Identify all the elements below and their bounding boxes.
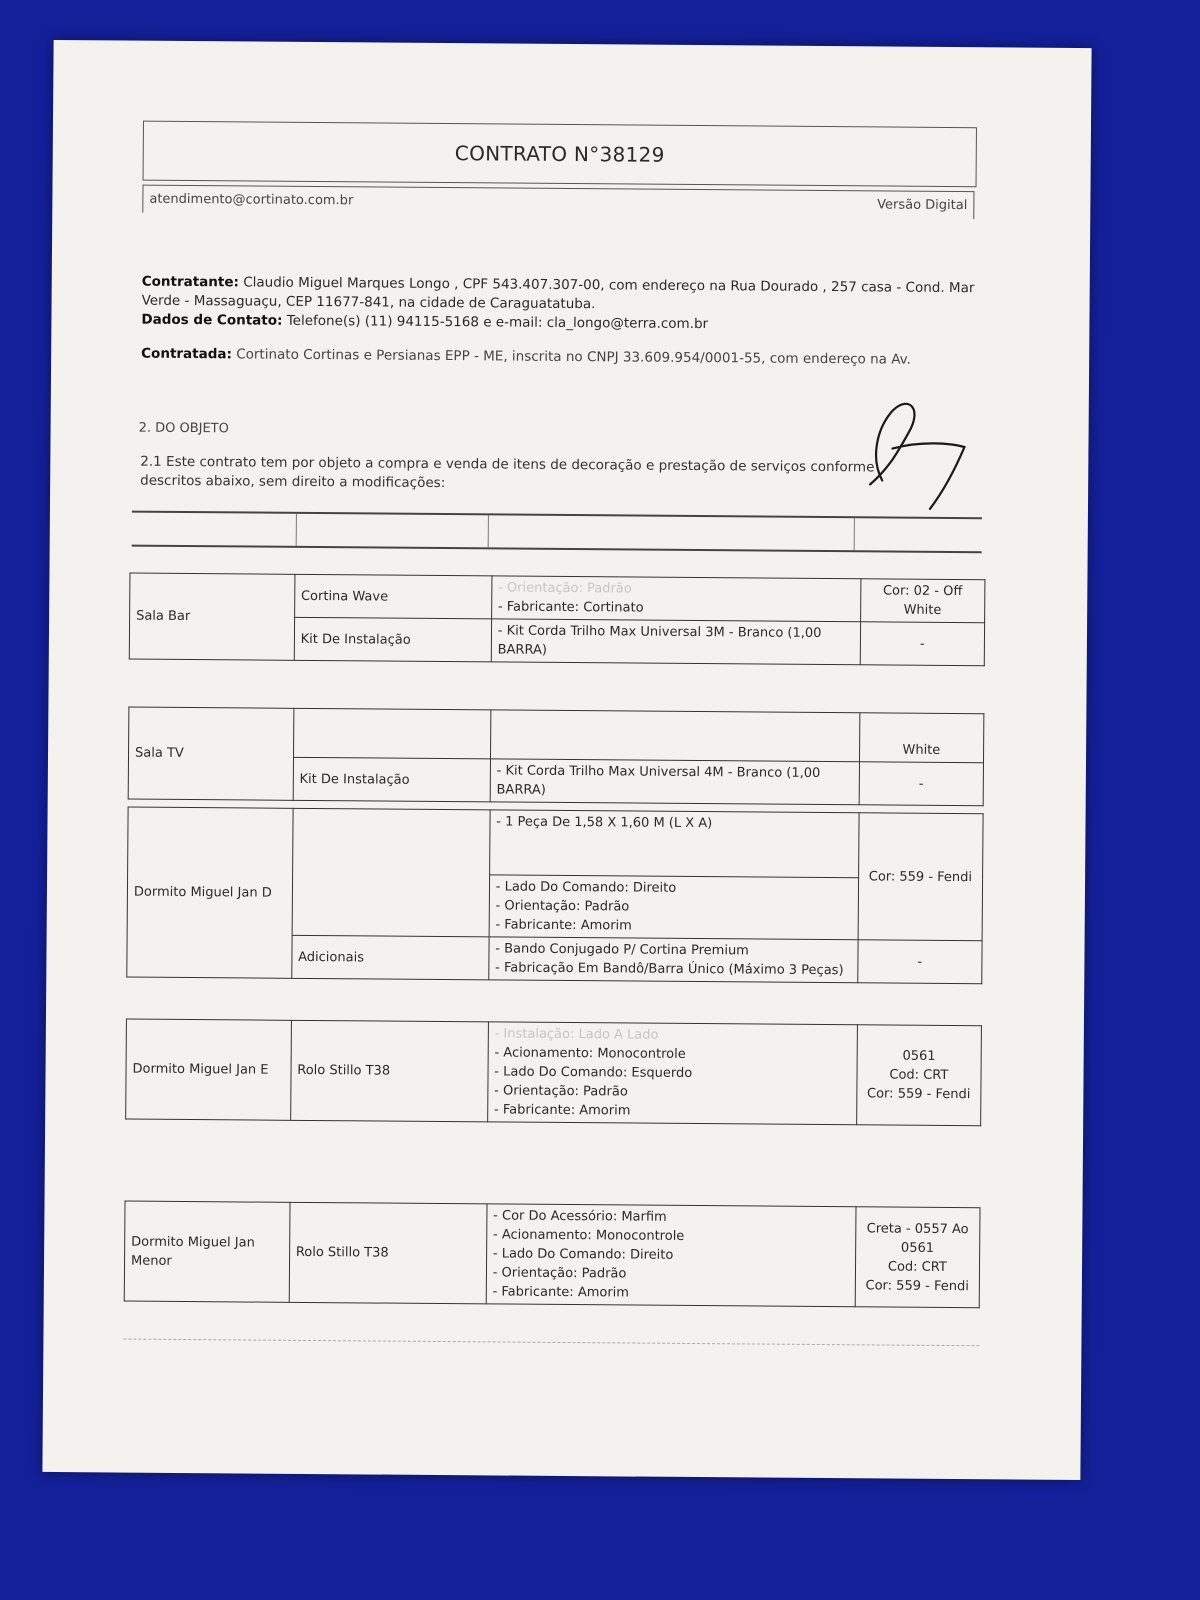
table-row [130,573,985,623]
room-cell: Sala TV [128,707,293,800]
description-cell [490,710,859,762]
room-cell: Dormito Miguel Jan D [127,807,293,978]
table-divider [123,1339,979,1348]
color-line: Cor: 559 - Fendi [867,1086,971,1103]
description-line: - Fabricação Em Bandô/Barra Único (Máximo 3 Peças) [495,960,844,979]
description-line: - Fabricante: Cortinato [497,599,644,616]
color-line: Creta - 0557 Ao [866,1220,969,1237]
description-line: - Acionamento: Monocontrole [492,1227,685,1244]
contratada-label: Contratada: [141,345,232,363]
contract-title [143,121,977,188]
description-cell [489,875,858,940]
color-cell: Cor: 02 - Off White [860,579,985,623]
description-line: - Fabricante: Amorim [493,1102,631,1119]
contratante-paragraph [141,273,981,337]
color-cell: - [857,940,982,984]
description-cell: - Kit Corda Trilho Max Universal 3M - Branco (1,00 BARRA) [491,619,860,665]
contratada-paragraph [141,345,981,371]
product-cell [292,808,490,937]
item-table-jan-e [125,1019,982,1127]
description-line: - Lado Do Comando: Direito [492,1246,674,1263]
description-line: - Orientação: Padrão [494,1083,628,1100]
product-cell: Kit De Instalação [293,757,490,802]
table-row [128,807,983,879]
table-header [132,511,982,554]
color-line: 0561 [900,1240,935,1256]
product-cell: Adicionais [291,935,488,980]
version-label: Versão Digital [877,197,968,214]
item-table-sala-bar [129,573,986,667]
description-line: - Cor Do Acessório: Marfim [493,1208,667,1225]
color-cell: Cor: 559 - Fendi [858,813,983,941]
table-row [129,707,984,763]
contato-label: Dados de Contato: [141,311,283,329]
contratante-label: Contratante: [141,273,240,291]
color-line: Cod: CRT [887,1259,947,1275]
table-row [124,1201,980,1308]
description-line: - Bando Conjugado P/ Cortina Premium [495,941,749,959]
contract-title-text: CONTRATO N°38129 [454,141,665,167]
description-line: - Fabricante: Amorim [495,917,632,934]
product-cell [293,708,490,759]
color-cell [855,1207,980,1308]
color-line: Cor: 559 - Fendi [865,1277,969,1294]
color-cell: - [859,762,984,806]
color-cell: White [859,713,984,763]
description-line: - Lado Do Comando: Direito [495,879,677,896]
table-row [126,1019,982,1126]
room-cell: Dormito Miguel Jan E [126,1019,291,1120]
contratante-text: Claudio Miguel Marques Longo , CPF 543.407.307-00, com endereço na Rua Dourado , 257 casa - Cond. Mar Verde - Massaguaçu, CEP 11677-841, na cidade de Caraguatatuba. [141,274,975,313]
description-line: - Orientação: Padrão [495,898,630,915]
product-cell: Rolo Stillo T38 [290,1020,488,1122]
product-cell: Rolo Stillo T38 [289,1202,487,1304]
product-cell: Kit De Instalação [294,617,491,662]
description-cell: - Kit Corda Trilho Max Universal 4M - Branco (1,00 BARRA) [490,759,859,805]
contract-paper [42,40,1091,1480]
room-cell: Sala Bar [129,573,294,660]
room-cell: Dormito Miguel Jan Menor [124,1201,289,1302]
description-cell: - 1 Peça De 1,58 X 1,60 M (L X A) [489,810,858,878]
description-line: - Acionamento: Monocontrole [494,1045,686,1062]
item-table-jan-menor [124,1201,981,1309]
description-cell [489,937,858,983]
item-table-sala-tv [128,707,985,807]
signature [830,388,981,519]
contract-subheader [142,185,974,220]
description-faded-line: - Orientação: Padrão [498,580,632,597]
item-table-jan-d [126,807,983,985]
section-text: 2.1 Este contrato tem por objeto a compra e venda de itens de decoração e prestação de serviços conforme descritos abaixo, sem direito a modificações: [140,453,875,492]
description-line: - Orientação: Padrão [492,1265,627,1282]
section-heading: 2. DO OBJETO [138,420,229,437]
description-cell [487,1022,857,1125]
description-faded-line: - Instalação: Lado A Lado [494,1026,659,1043]
description-cell [491,576,860,622]
color-line: 0561 [902,1048,936,1064]
color-cell: - [860,622,985,666]
company-email: atendimento@cortinato.com.br [149,191,354,209]
product-cell: Cortina Wave [294,574,491,619]
description-line: - Fabricante: Amorim [492,1284,630,1301]
contratada-text: Cortinato Cortinas e Persianas EPP - ME, inscrita no CNPJ 33.609.954/0001-55, com endereço na Av. [236,346,911,368]
description-line: - Lado Do Comando: Esquerdo [494,1064,693,1081]
contato-text: Telefone(s) (11) 94115-5168 e e-mail: cla_longo@terra.com.br [286,312,709,333]
description-cell [486,1204,856,1307]
color-line: Cod: CRT [889,1067,949,1084]
color-cell [856,1025,981,1126]
